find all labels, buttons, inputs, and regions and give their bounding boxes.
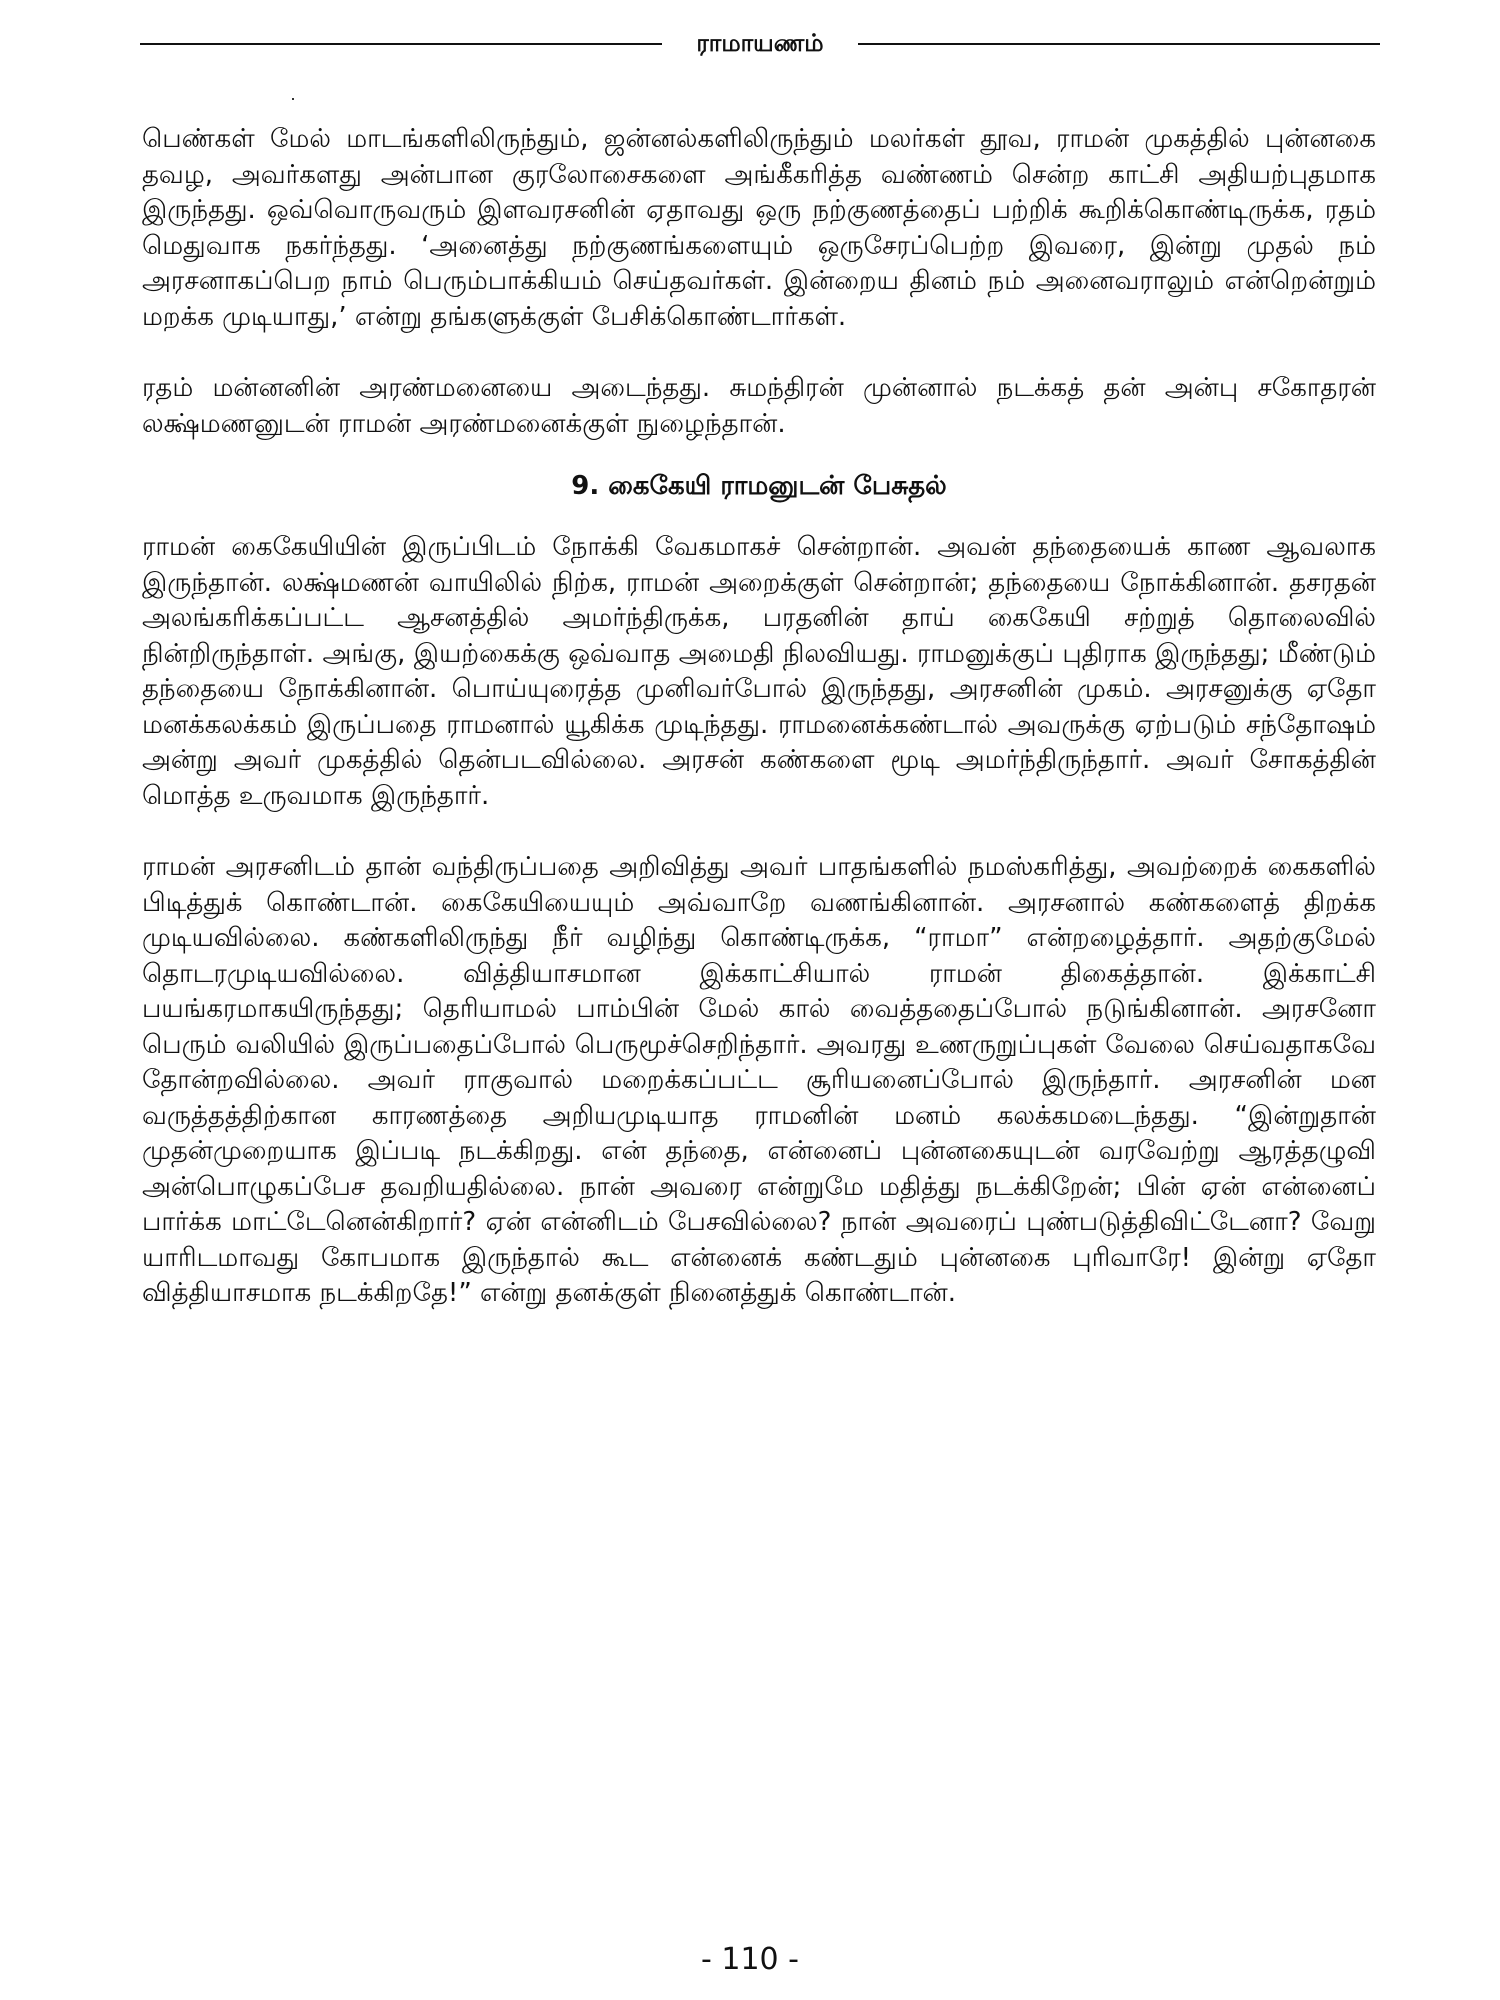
stray-mark [292,98,294,100]
header-rule-right [858,43,1380,45]
page-number: - 110 - [701,1942,799,1977]
paragraph-2: ரதம் மன்னனின் அரண்மனையை அடைந்தது. சுமந்திரன் முன்னால் நடக்கத் தன் அன்பு சகோதரன் லக்ஷ்மணனுடன் ராமன் அரண்மனைக்குள் நுழைந்தான். [142,373,1376,439]
header-rule-left [140,43,662,45]
header-title: ராமாயணம் [696,28,824,57]
running-header [140,24,1380,64]
paragraph-4: ராமன் அரசனிடம் தான் வந்திருப்பதை அறிவித்து அவர் பாதங்களில் நமஸ்கரித்து, அவற்றைக் கைகளில் பிடித்துக் கொண்டான். கைகேயியையும் அவ்வாறே வணங்கினான். அரசனால் கண்களைத் திறக்க முடியவில்லை. கண்களிலிருந்து நீர் வழிந்து கொண்டிருக்க, “ராமா” என்றழைத்தார். அதற்குமேல் தொடரமுடியவில்லை. வித்தியாசமான இக்காட்சியால் ராமன் திகைத்தான். இக்காட்சி பயங்கரமாகயிருந்தது; தெரியாமல் பாம்பின் மேல் கால் வைத்ததைப்போல் நடுங்கினான். அரசனோ பெரும் வலியில் இருப்பதைப்போல் பெருமூச்செறிந்தார். அவரது உணருறுப்புகள் வேலை செய்வதாகவே தோன்றவில்லை. அவர் ராகுவால் மறைக்கப்பட்ட சூரியனைப்போல் இருந்தார். அரசனின் மன வருத்தத்திற்கான காரணத்தை அறியமுடியாத ராமனின் மனம் கலக்கமடைந்தது. “இன்றுதான் முதன்முறையாக இப்படி நடக்கிறது. என் தந்தை, என்னைப் புன்னகையுடன் வரவேற்று ஆரத்தழுவி அன்பொழுகப்பேச தவறியதில்லை. நான் அவரை என்றுமே மதித்து நடக்கிறேன்; பின் ஏன் என்னைப் பார்க்க மாட்டேனென்கிறார்? ஏன் என்னிடம் பேசவில்லை? நான் அவரைப் புண்படுத்திவிட்டேனா? வேறு யாரிடமாவது கோபமாக இருந்தால் கூட என்னைக் கண்டதும் புன்னகை புரிவாரே! இன்று ஏதோ வித்தியாசமாக நடக்கிறதே!” என்று தனக்குள் நினைத்துக் கொண்டான். [142,852,1376,1308]
page-body [142,122,1376,1312]
paragraph-1: பெண்கள் மேல் மாடங்களிலிருந்தும், ஜன்னல்களிலிருந்தும் மலர்கள் தூவ, ராமன் முகத்தில் புன்னகை தவழ, அவர்களது அன்பான குரலோசைகளை அங்கீகரித்த வண்ணம் சென்ற காட்சி அதியற்புதமாக இருந்தது. ஒவ்வொருவரும் இளவரசனின் ஏதாவது ஒரு நற்குணத்தைப் பற்றிக் கூறிக்கொண்டிருக்க, ரதம் மெதுவாக நகர்ந்தது. ‘அனைத்து நற்குணங்களையும் ஒருசேரப்பெற்ற இவரை, இன்று முதல் நம் அரசனாகப்பெற நாம் பெரும்பாக்கியம் செய்தவர்கள். இன்றைய தினம் நம் அனைவராலும் என்றென்றும் மறக்க முடியாது,’ என்று தங்களுக்குள் பேசிக்கொண்டார்கள். [142,124,1376,332]
section-heading: 9. கைகேயி ராமனுடன் பேசுதல் [571,471,947,501]
paragraph-3: ராமன் கைகேயியின் இருப்பிடம் நோக்கி வேகமாகச் சென்றான். அவன் தந்தையைக் காண ஆவலாக இருந்தான். லக்ஷ்மணன் வாயிலில் நிற்க, ராமன் அறைக்குள் சென்றான்; தந்தையை நோக்கினான். தசரதன் அலங்கரிக்கப்பட்ட ஆசனத்தில் அமர்ந்திருக்க, பரதனின் தாய் கைகேயி சற்றுத் தொலைவில் நின்றிருந்தாள். அங்கு, இயற்கைக்கு ஒவ்வாத அமைதி நிலவியது. ராமனுக்குப் புதிராக இருந்தது; மீண்டும் தந்தையை நோக்கினான். பொய்யுரைத்த முனிவர்போல் இருந்தது, அரசனின் முகம். அரசனுக்கு ஏதோ மனக்கலக்கம் இருப்பதை ராமனால் யூகிக்க முடிந்தது. ராமனைக்கண்டால் அவருக்கு ஏற்படும் சந்தோஷம் அன்று அவர் முகத்தில் தென்படவில்லை. அரசன் கண்களை மூடி அமர்ந்திருந்தார். அவர் சோகத்தின் மொத்த உருவமாக இருந்தார். [142,532,1376,811]
